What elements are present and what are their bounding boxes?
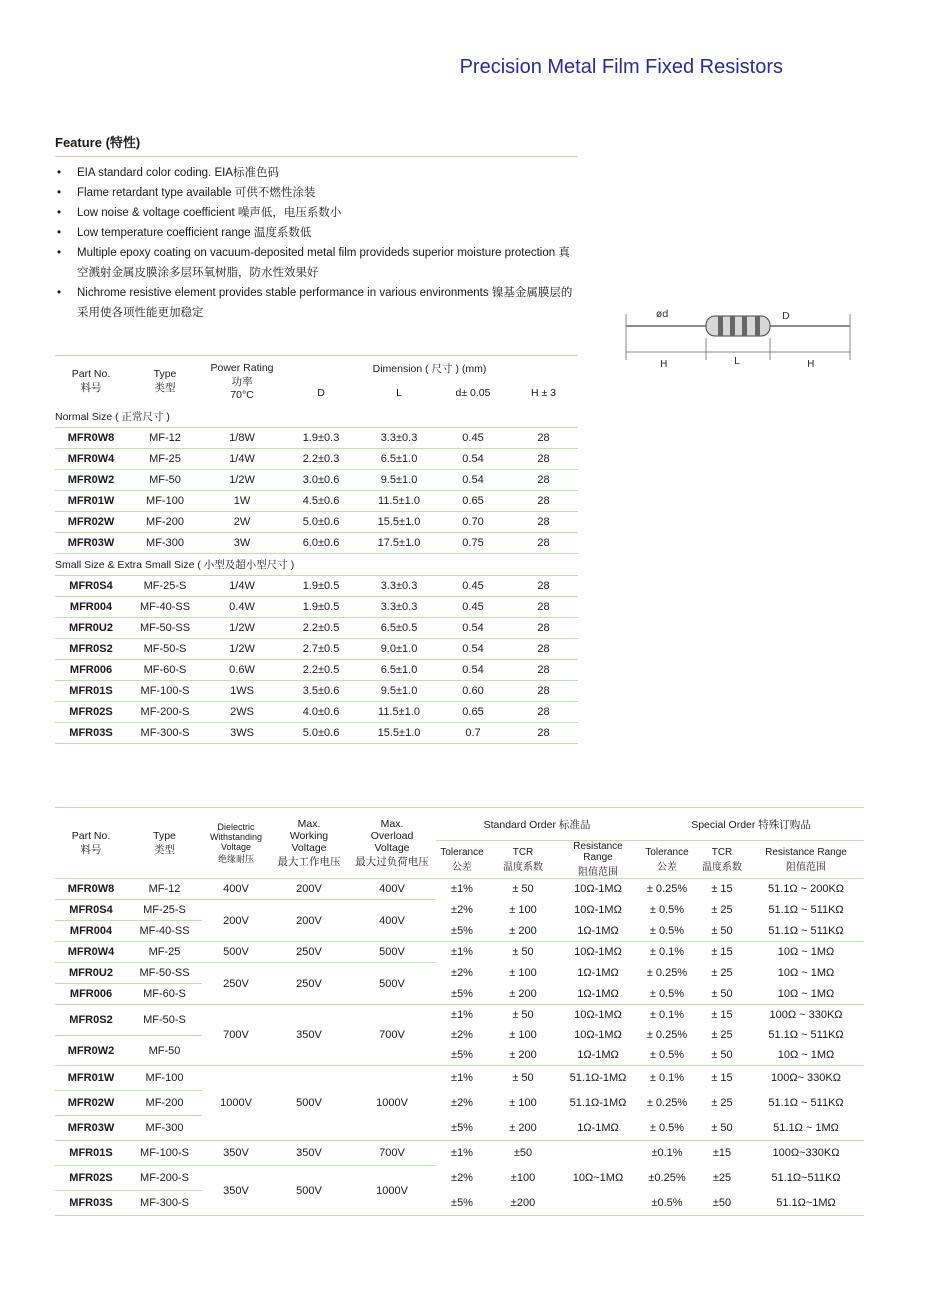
table-row: MFR0S2 MF-50-S 1/2W 2.7±0.5 9.0±1.0 0.54 28 bbox=[55, 639, 578, 660]
col-max-overload: Max. Overload Voltage 最大过负荷电压 bbox=[348, 808, 436, 879]
table-row: MFR0S2 MF-50-S 700V 350V 700V ±1% ± 50 10Ω-1MΩ ± 0.1% ± 15 100Ω ~ 330KΩ bbox=[55, 1005, 864, 1026]
feature-heading: Feature (特性) bbox=[55, 132, 578, 157]
col-dimension: Dimension ( 尺寸 ) (mm) bbox=[281, 356, 578, 381]
col-std-range: Resistance Range 阻值范围 bbox=[558, 841, 638, 879]
table-row: MFR006 MF-60-S ±5% ± 200 1Ω-1MΩ ± 0.5% ± 50 10Ω ~ 1MΩ bbox=[55, 984, 864, 1005]
table-row: MFR0S4 MF-25-S 1/4W 1.9±0.5 3.3±0.3 0.45 28 bbox=[55, 576, 578, 597]
table-row: MFR02W MF-200 ±2% ± 100 51.1Ω-1MΩ ± 0.25% ± 25 51.1Ω ~ 511KΩ bbox=[55, 1091, 864, 1116]
feature-item: • Flame retardant type available 可供不燃性涂装 bbox=[55, 183, 575, 203]
table-row: MFR006 MF-60-S 0.6W 2.2±0.5 6.5±1.0 0.54 28 bbox=[55, 660, 578, 681]
col-special-order: Special Order 特殊订购品 bbox=[638, 808, 864, 841]
section-small-size: Small Size & Extra Small Size ( 小型及超小型尺寸 ) bbox=[55, 554, 578, 576]
col-spc-tcr: TCR 温度系数 bbox=[696, 841, 748, 879]
col-spc-range: Resistance Range 阻值范围 bbox=[748, 841, 864, 879]
table-row: MFR0S4 MF-25-S 200V 200V 400V ±2% ± 100 10Ω-1MΩ ± 0.5% ± 25 51.1Ω ~ 511KΩ bbox=[55, 900, 864, 921]
col-max-working: Max. Working Voltage 最大工作电压 bbox=[270, 808, 348, 879]
table-row: MFR01S MF-100-S 1WS 3.5±0.6 9.5±1.0 0.60 28 bbox=[55, 681, 578, 702]
col-d: d± 0.05 bbox=[455, 387, 491, 399]
table-row: MFR0W2 MF-50 bbox=[55, 1036, 864, 1046]
table-row: MFR0U2 MF-50-SS 250V 250V 500V ±2% ± 100 1Ω-1MΩ ± 0.25% ± 25 10Ω ~ 1MΩ bbox=[55, 963, 864, 984]
diagram-label-H2: H bbox=[807, 359, 815, 370]
col-dielectric: Dielectric Withstanding Voltage 绝缘耐压 bbox=[202, 808, 270, 879]
diagram-label-d: ød bbox=[656, 309, 669, 320]
table-row: MFR0W8 MF-12 400V 200V 400V ±1% ± 50 10Ω-1MΩ ± 0.25% ± 15 51.1Ω ~ 200KΩ bbox=[55, 879, 864, 900]
col-part-no: Part No. 料号 bbox=[55, 808, 127, 879]
section-normal-size: Normal Size ( 正常尺寸 ) bbox=[55, 406, 578, 428]
order-spec-table: Part No. 料号 Type 类型 Dielectric Withstanding Voltage 绝缘耐压 Max. Working Voltage 最大工作电压 Max. Overload Voltage 最大过负荷电压 Standard Order 标准品 Special Order 特殊订购品 Tolerance 公差 TCR 温度系数 Resistance Range 阻值范围 Tolerance 公差 TCR 温度系数 Resistance Range 阻值范围 MFR0W8 MF-12 400V 200V 400V ±1% ± 50 10Ω-1MΩ ± 0.25% ± 15 51.1Ω ~ 200KΩ MFR0S4 MF-25-S 200V 200V 400V ±2% ± 100 10Ω-1MΩ ± 0.5% ± 25 51.1Ω ~ 511KΩ MFR004 MF-40-SS ±5% ± 200 1Ω-1MΩ ± 0.5% ± 50 51.1Ω ~ 511KΩ MFR0W4 MF-25 500V 250V 500V ±1% ± 50 10Ω-1MΩ ± 0.1% ± 15 10Ω ~ 1MΩ MFR0U2 MF-50-SS 250V 250V 500V ±2% ± 100 1Ω-1MΩ ± 0.25% ± 25 10Ω ~ 1MΩ MFR006 MF-60-S ±5% ± 200 1Ω-1MΩ ± 0.5% ± 50 10Ω ~ 1MΩ MFR0S2 MF-50-S 700V 350V 700V ±1% ± 50 10Ω-1MΩ ± 0.1% ± 15 100Ω ~ 330KΩ ±2% ± 100 10Ω-1MΩ ± 0.25% ± 25 51.1Ω ~ 511KΩ MFR0W2 MF-50 ±5% ± 200 1Ω-1MΩ ± 0.5% ± 50 10Ω ~ 1MΩ MFR01W MF-100 1000V 500V 1000V ±1% ± 50 51.1Ω-1MΩ ± 0.1% ± 15 100Ω~ 330KΩ MFR02W MF-200 ±2% ± 100 51.1Ω-1MΩ ± 0.25% ± 25 51.1Ω ~ 511KΩ MFR03W MF-300 ±5% ± 200 1Ω-1MΩ ± 0.5% ± 50 51.1Ω ~ 1MΩ MFR01S MF-100-S 350V 350V 700V ±1% ±50 10Ω~1MΩ ±0.1% ±15 100Ω~330KΩ MFR02S MF-200-S 350V 500V 1000V ±2% ±100 ±0.25% ±25 51.1Ω~511KΩ MFR03S MF-300-S ±5% ±200 ±0.5% ±50 51.1Ω~1MΩ bbox=[55, 807, 864, 1216]
table-row: MFR02W MF-200 2W 5.0±0.6 15.5±1.0 0.70 28 bbox=[55, 512, 578, 533]
table-row: ±2% ± 100 10Ω-1MΩ ± 0.25% ± 25 51.1Ω ~ 511KΩ bbox=[451, 1029, 844, 1041]
col-type: Type 类型 bbox=[127, 808, 202, 879]
col-power: Power Rating 功率 70°C bbox=[203, 356, 281, 407]
col-D: D bbox=[317, 387, 325, 399]
table-row: MFR0W2 MF-50 1/2W 3.0±0.6 9.5±1.0 0.54 28 bbox=[55, 470, 578, 491]
col-L: L bbox=[396, 387, 402, 399]
table-row: MFR01W MF-100 1000V 500V 1000V ±1% ± 50 51.1Ω-1MΩ ± 0.1% ± 15 100Ω~ 330KΩ bbox=[55, 1066, 864, 1091]
table-row: MFR01W MF-100 1W 4.5±0.6 11.5±1.0 0.65 28 bbox=[55, 491, 578, 512]
feature-item: • Nichrome resistive element provides stable performance in various environments 镍基金属膜层的采用使各项性能更加稳定 bbox=[55, 283, 575, 323]
table-row: MFR0W4 MF-25 500V 250V 500V ±1% ± 50 10Ω-1MΩ ± 0.1% ± 15 10Ω ~ 1MΩ bbox=[55, 942, 864, 963]
col-std-tolerance: Tolerance 公差 bbox=[436, 841, 488, 879]
col-type: Type 类型 bbox=[127, 356, 203, 407]
table-row: MFR0W8 MF-12 1/8W 1.9±0.3 3.3±0.3 0.45 28 bbox=[55, 428, 578, 449]
table-row: MFR004 MF-40-SS 0.4W 1.9±0.5 3.3±0.3 0.45 28 bbox=[55, 597, 578, 618]
dimension-table bbox=[55, 355, 578, 744]
feature-list bbox=[55, 163, 575, 323]
diagram-label-L: L bbox=[734, 356, 740, 367]
col-std-tcr: TCR 温度系数 bbox=[488, 841, 558, 879]
page-title: Precision Metal Film Fixed Resistors bbox=[459, 56, 783, 78]
feature-item: • Low temperature coefficient range 温度系数低 bbox=[55, 223, 575, 243]
table-row: MFR02S MF-200-S 2WS 4.0±0.6 11.5±1.0 0.65 28 bbox=[55, 702, 578, 723]
table-row: MFR03S MF-300-S ±5% ±200 ±0.5% ±50 51.1Ω~1MΩ bbox=[55, 1191, 864, 1216]
diagram-label-D: D bbox=[782, 311, 790, 322]
table-row: MFR004 MF-40-SS ±5% ± 200 1Ω-1MΩ ± 0.5% ± 50 51.1Ω ~ 511KΩ bbox=[55, 921, 864, 942]
col-standard-order: Standard Order 标准品 bbox=[436, 808, 638, 841]
resistor-dimension-diagram bbox=[622, 304, 854, 370]
feature-item: • Multiple epoxy coating on vacuum-deposited metal film provideds superior moisture protection 真空溅射金属皮膜涂多层环氧树脂，防水性效果好 bbox=[55, 243, 575, 283]
feature-item: • Low noise & voltage coefficient 噪声低，电压系数小 bbox=[55, 203, 575, 223]
table-row: MFR0U2 MF-50-SS 1/2W 2.2±0.5 6.5±0.5 0.54 28 bbox=[55, 618, 578, 639]
diagram-label-H1: H bbox=[660, 359, 668, 370]
table-row: MFR03W MF-300 ±5% ± 200 1Ω-1MΩ ± 0.5% ± 50 51.1Ω ~ 1MΩ bbox=[55, 1116, 864, 1141]
table-row: MFR0W4 MF-25 1/4W 2.2±0.3 6.5±1.0 0.54 28 bbox=[55, 449, 578, 470]
col-H: H ± 3 bbox=[530, 387, 557, 399]
table-row: MFR03W MF-300 3W 6.0±0.6 17.5±1.0 0.75 28 bbox=[55, 533, 578, 554]
feature-item: • EIA standard color coding. EIA标准色码 bbox=[55, 163, 575, 183]
table-row: MFR01S MF-100-S 350V 350V 700V ±1% ±50 10Ω~1MΩ ±0.1% ±15 100Ω~330KΩ bbox=[55, 1141, 864, 1166]
table-row: MFR02S MF-200-S 350V 500V 1000V ±2% ±100 ±0.25% ±25 51.1Ω~511KΩ bbox=[55, 1166, 864, 1191]
table-row: MFR03S MF-300-S 3WS 5.0±0.6 15.5±1.0 0.7 28 bbox=[55, 723, 578, 744]
col-part-no: Part No. 料号 bbox=[55, 356, 127, 407]
col-spc-tolerance: Tolerance 公差 bbox=[638, 841, 696, 879]
